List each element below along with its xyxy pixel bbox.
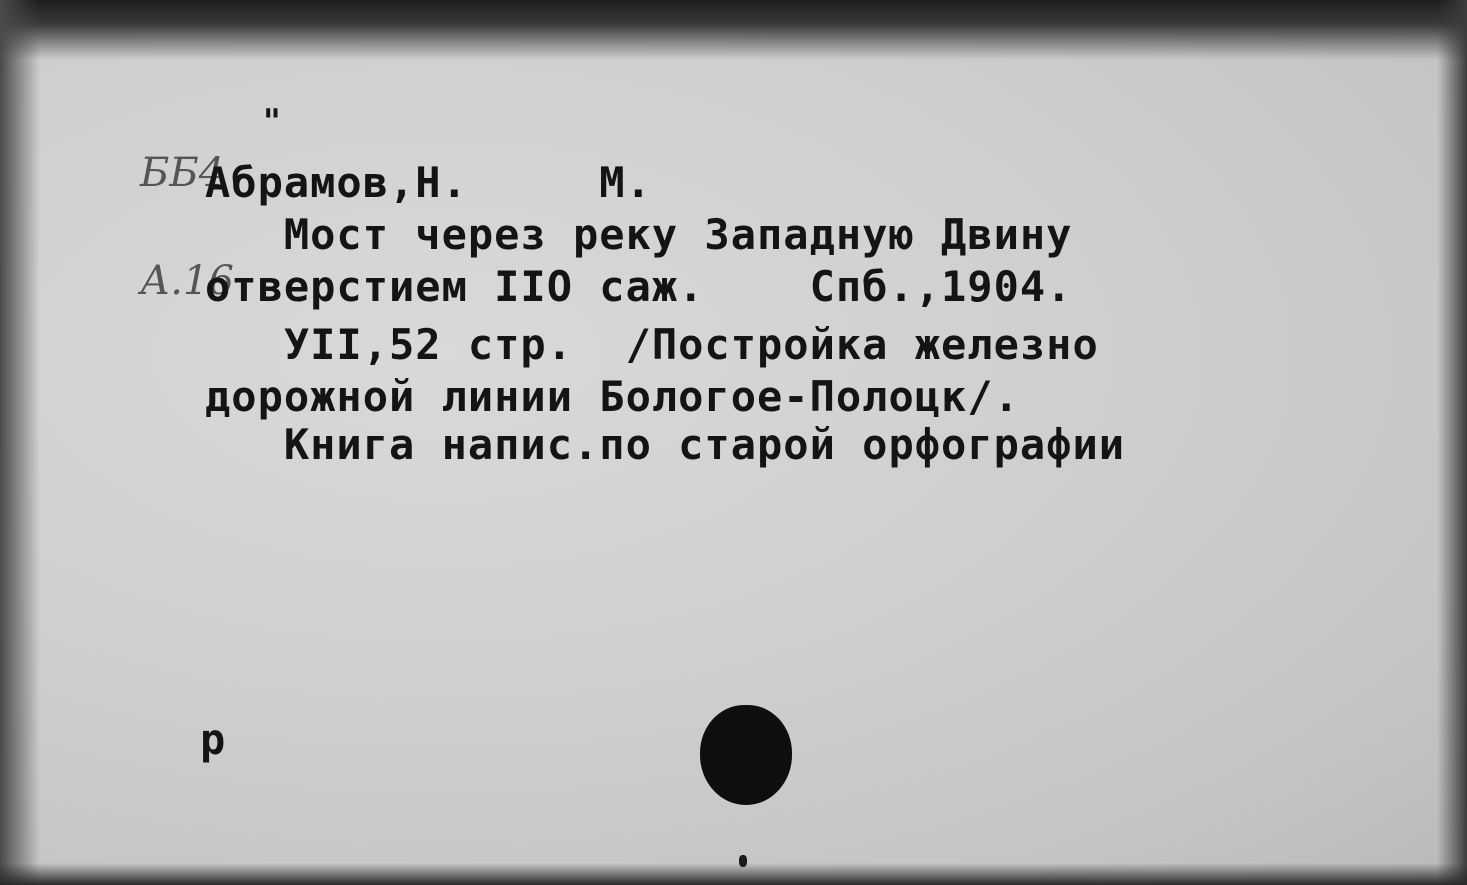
card-line-title: Мост через реку Западную Двину: [205, 210, 1073, 259]
card-line-pages: УII,52 стр. /Постройка железно: [205, 320, 1099, 369]
card-line-orthography: Книга напис.по старой орфографии: [205, 420, 1126, 469]
quote-mark: ": [263, 102, 281, 142]
card-edge-shadow-left: [0, 0, 40, 885]
shelf-mark-2: А.16: [140, 258, 234, 304]
card-edge-shadow-top: [0, 0, 1467, 60]
card-line-note: дорожной линии Бологое-Полоцк/.: [205, 372, 1020, 421]
card-edge-shadow-bottom: [0, 863, 1467, 885]
shelf-mark-1: ББ4: [140, 150, 225, 196]
card-line-author: Абрамов,Н. М.: [205, 158, 652, 207]
bottom-letter: р: [200, 715, 226, 764]
punch-hole: [700, 705, 792, 805]
card-edge-shadow-right: [1437, 0, 1467, 885]
card-dot: [739, 855, 747, 867]
card-text-block: [205, 160, 1425, 480]
card-line-publication: отверстием IIО саж. Спб.,1904.: [205, 262, 1073, 311]
